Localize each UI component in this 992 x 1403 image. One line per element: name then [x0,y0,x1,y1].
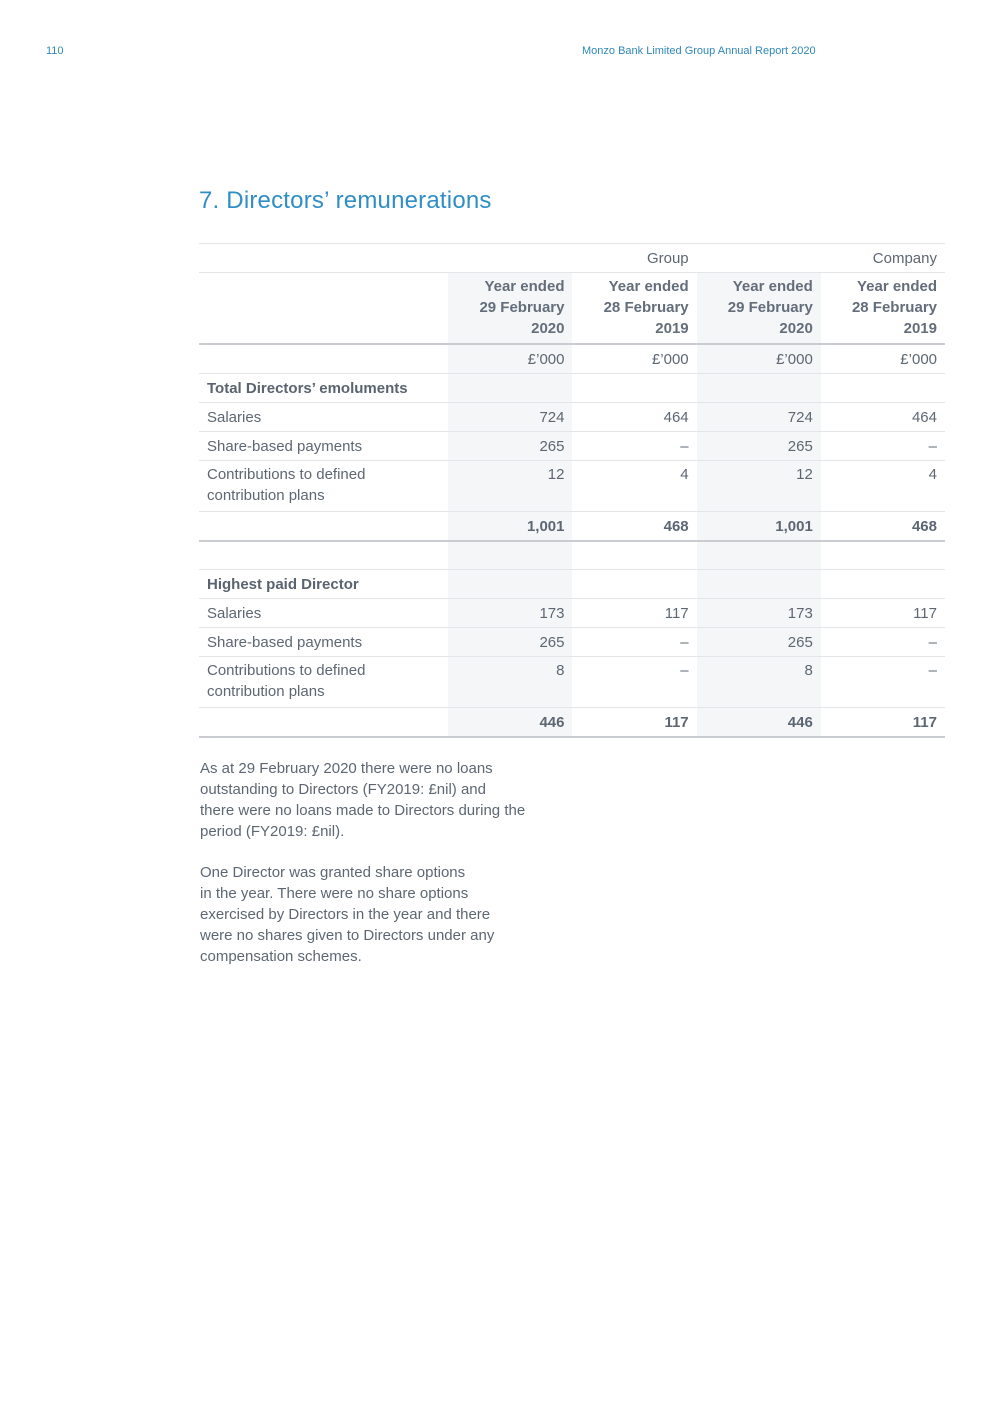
total-cell: 117 [821,708,945,738]
table-row [199,432,945,461]
value-cell: 265 [448,432,572,461]
value-cell: 12 [697,461,821,512]
value-cell: 464 [572,403,696,432]
group-company-header-row [199,244,945,273]
table-row [199,657,945,708]
section-heading-row [199,570,945,599]
value-cell: – [821,657,945,708]
running-head: Monzo Bank Limited Group Annual Report 2020 [582,45,816,57]
section-heading-row [199,374,945,403]
value-cell: 117 [821,599,945,628]
total-row [199,512,945,542]
value-cell: – [572,432,696,461]
table-row [199,403,945,432]
unit-cell: £’000 [448,344,572,374]
column-header: Year ended 29 February 2020 [448,273,572,345]
value-cell: 265 [697,432,821,461]
column-header: Year ended 29 February 2020 [697,273,821,345]
value-cell: 265 [697,628,821,657]
row-label: Share-based payments [199,432,448,461]
total-row [199,708,945,738]
page-number: 110 [46,45,64,57]
table-row [199,461,945,512]
value-cell: 8 [697,657,821,708]
group-label: Group [572,244,696,273]
column-header: Year ended 28 February 2019 [572,273,696,345]
value-cell: – [572,628,696,657]
directors-remuneration-table [199,243,945,738]
value-cell: 4 [572,461,696,512]
column-header-row [199,273,945,345]
value-cell: 173 [697,599,821,628]
section-heading: Highest paid Director [199,570,448,599]
value-cell: – [821,432,945,461]
total-cell: 468 [572,512,696,542]
value-cell: 4 [821,461,945,512]
total-cell: 446 [448,708,572,738]
value-cell: 724 [697,403,821,432]
spacer-row [199,541,945,570]
value-cell: – [572,657,696,708]
section-heading: Total Directors’ emoluments [199,374,448,403]
row-label: Salaries [199,403,448,432]
column-header: Year ended 28 February 2019 [821,273,945,345]
table-row [199,599,945,628]
total-cell: 446 [697,708,821,738]
value-cell: 8 [448,657,572,708]
value-cell: 12 [448,461,572,512]
notes [200,758,570,987]
value-cell: 724 [448,403,572,432]
row-label: Salaries [199,599,448,628]
row-label: Contributions to defined contribution plans [199,657,448,708]
total-cell: 1,001 [448,512,572,542]
value-cell: 464 [821,403,945,432]
row-label: Share-based payments [199,628,448,657]
value-cell: – [821,628,945,657]
value-cell: 173 [448,599,572,628]
company-label: Company [821,244,945,273]
unit-cell: £’000 [697,344,821,374]
total-cell: 117 [572,708,696,738]
notes-paragraph-share-options: One Director was granted share options in the year. There were no share options exercised by Directors in the year and there were no shares given to Directors under any compensation schemes. [200,864,495,965]
row-label: Contributions to defined contribution plans [199,461,448,512]
notes-paragraph-loans: As at 29 February 2020 there were no loans outstanding to Directors (FY2019: £nil) and there were no loans made to Directors during the period (FY2019: £nil). [200,760,526,840]
unit-cell: £’000 [572,344,696,374]
total-cell: 468 [821,512,945,542]
units-row [199,344,945,374]
unit-cell: £’000 [821,344,945,374]
table-row [199,628,945,657]
total-cell: 1,001 [697,512,821,542]
section-title: 7. Directors’ remunerations [199,187,492,214]
value-cell: 117 [572,599,696,628]
value-cell: 265 [448,628,572,657]
